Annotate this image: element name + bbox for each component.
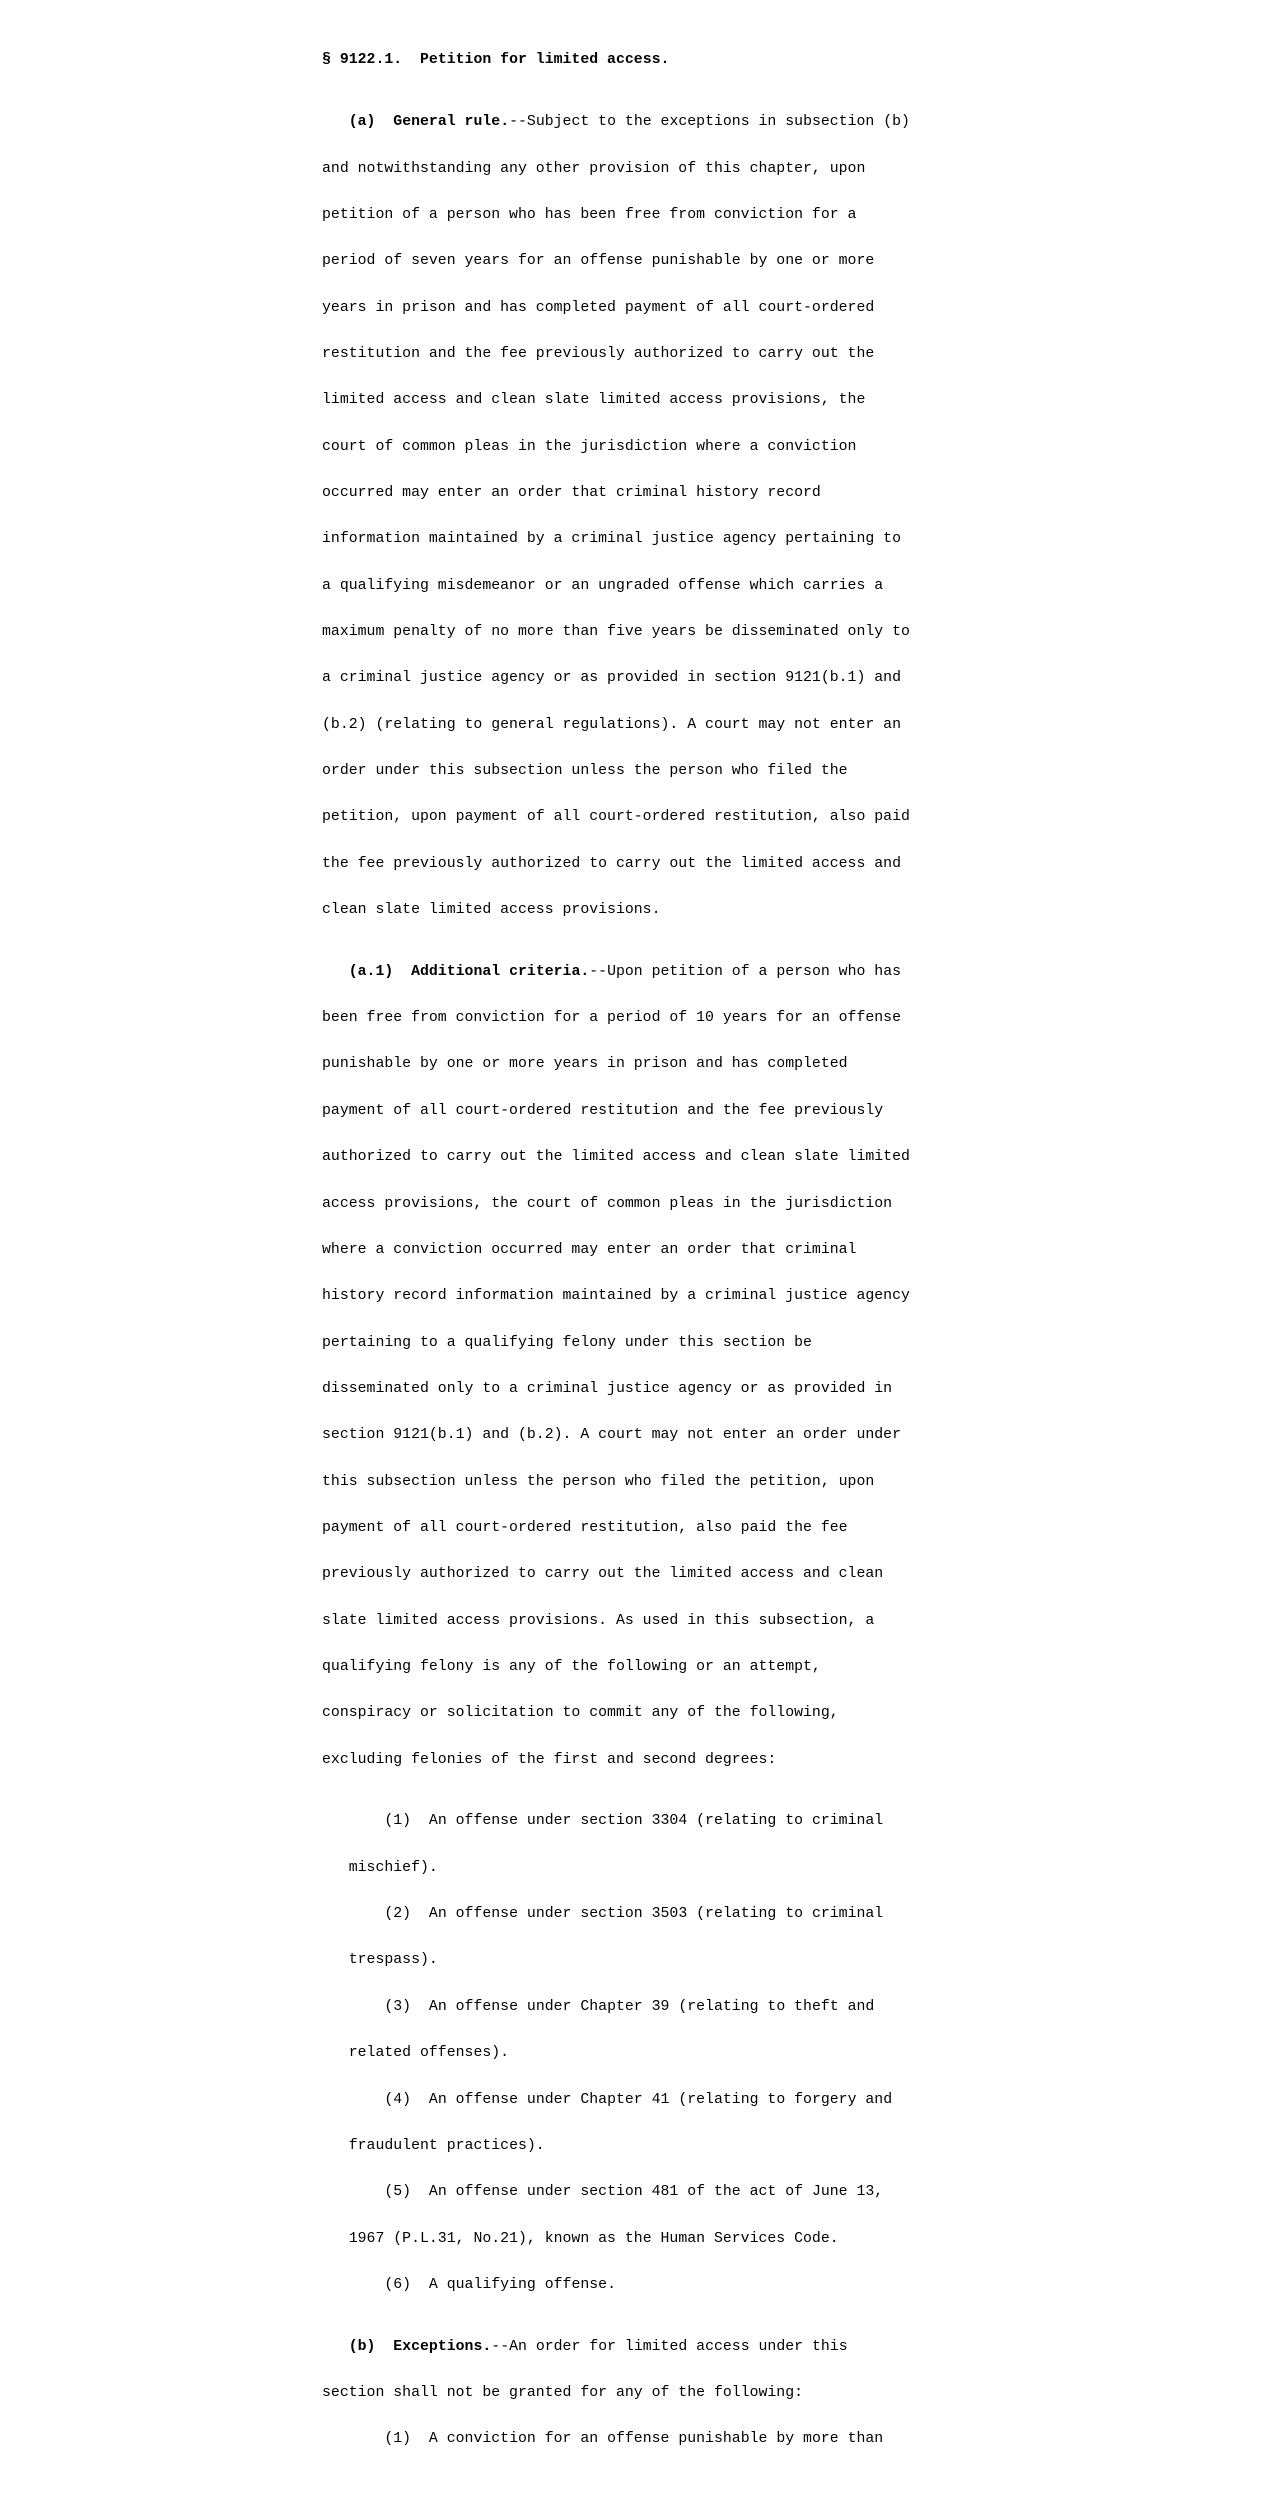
subsection-a-label: (a) — [348, 114, 376, 131]
text-line: this subsection unless the person who filed the petition, upon — [322, 1473, 875, 1490]
list-item-first-line — [322, 1907, 982, 1922]
text-line: pertaining to a qualifying felony under this section be — [322, 1334, 812, 1351]
subsection-a1-first-line — [322, 965, 982, 980]
list-item-label: (2) — [384, 1906, 412, 1923]
text-line: history record information maintained by a criminal justice agency — [322, 1288, 910, 1305]
list-item-first-line — [322, 2093, 982, 2108]
list-item-text: A qualifying offense. — [428, 2276, 616, 2293]
list-item-text: 1967 (P.L.31, No.21), known as the Human Services Code. — [348, 2230, 839, 2247]
section-title: Petition for limited access. — [420, 52, 670, 69]
subsection-b-heading: Exceptions. — [393, 2338, 492, 2355]
list-item-label: (5) — [384, 2184, 412, 2201]
text-line: court of common pleas in the jurisdiction where a conviction — [322, 438, 857, 455]
text-line: and notwithstanding any other provision of this chapter, upon — [322, 160, 866, 177]
list-item-continuation — [322, 2046, 982, 2061]
list-item-text: fraudulent practices). — [348, 2137, 545, 2154]
list-item-first-line — [322, 2278, 982, 2293]
list-item-text: mischief). — [348, 1859, 438, 1876]
text-line: qualifying felony is any of the following or an attempt, — [322, 1658, 821, 1675]
list-item-continuation — [322, 2139, 982, 2154]
subsection-a1-heading: Additional criteria. — [411, 963, 590, 980]
text-line: clean slate limited access provisions. — [322, 902, 661, 918]
text-line: section shall not be granted for any of the following: — [322, 2385, 804, 2402]
text-line: --An order for limited access under this — [491, 2338, 848, 2355]
text-line: maximum penalty of no more than five years be disseminated only to — [322, 623, 910, 640]
subsection-a-heading: General rule. — [393, 114, 510, 131]
subsection-b-label: (b) — [348, 2338, 376, 2355]
text-line: access provisions, the court of common pleas in the jurisdiction — [322, 1195, 893, 1212]
section-heading — [322, 53, 982, 68]
list-item-continuation — [322, 2232, 982, 2247]
list-item-text: An offense under section 3304 (relating to criminal — [428, 1813, 884, 1830]
list-item-label: (3) — [384, 1998, 412, 2015]
text-line: been free from conviction for a period of 10 years for an offense — [322, 1010, 902, 1027]
text-line: limited access and clean slate limited access provisions, the — [322, 392, 866, 409]
text-line: --Upon petition of a person who has — [589, 963, 902, 980]
text-line: the fee previously authorized to carry out the limited access and — [322, 855, 902, 872]
list-item-first-line — [322, 2185, 982, 2200]
list-item-label: (1) — [384, 1813, 412, 1830]
subsection-a1-label: (a.1) — [348, 963, 394, 980]
text-line: a criminal justice agency or as provided in section 9121(b.1) and — [322, 670, 902, 687]
text-line: --Subject to the exceptions in subsection (b) — [509, 114, 910, 131]
statute-text — [322, 7, 982, 2494]
list-item-text: trespass). — [348, 1952, 438, 1969]
text-line: occurred may enter an order that criminal history record — [322, 484, 821, 501]
text-line: previously authorized to carry out the limited access and clean — [322, 1566, 884, 1583]
text-line: petition, upon payment of all court-ordered restitution, also paid — [322, 809, 910, 826]
list-item-label: (6) — [384, 2276, 412, 2293]
list-item-label: (4) — [384, 2091, 412, 2108]
list-item-text: An offense under section 481 of the act of June 13, — [428, 2184, 884, 2201]
text-line: slate limited access provisions. As used in this subsection, a — [322, 1612, 875, 1629]
text-line: conspiracy or solicitation to commit any of the following, — [322, 1705, 839, 1722]
list-item-first-line — [322, 1814, 982, 1829]
list-item-text: An offense under Chapter 39 (relating to theft and — [428, 1998, 875, 2015]
text-line: years in prison and has completed payment of all court-ordered — [322, 299, 875, 316]
text-line: section 9121(b.1) and (b.2). A court may not enter an order under — [322, 1427, 902, 1444]
text-line: where a conviction occurred may enter an order that criminal — [322, 1241, 857, 1258]
text-line: period of seven years for an offense punishable by one or more — [322, 253, 875, 270]
text-line: restitution and the fee previously authorized to carry out the — [322, 345, 875, 362]
list-item-text: An offense under Chapter 41 (relating to forgery and — [428, 2091, 893, 2108]
section-number: § 9122.1. — [322, 52, 403, 69]
text-line: information maintained by a criminal justice agency pertaining to — [322, 531, 902, 548]
list-item-text: A conviction for an offense punishable by more than — [428, 2431, 884, 2448]
subsection-b-first-line — [322, 2340, 982, 2355]
text-line: punishable by one or more years in prison and has completed — [322, 1056, 848, 1073]
list-item-continuation — [322, 1861, 982, 1876]
list-item-label: (1) — [384, 2431, 412, 2448]
text-line: petition of a person who has been free from conviction for a — [322, 206, 857, 223]
text-line: a qualifying misdemeanor or an ungraded offense which carries a — [322, 577, 884, 594]
list-item-first-line — [322, 2000, 982, 2015]
list-item-text: related offenses). — [348, 2045, 510, 2062]
text-line: (b.2) (relating to general regulations). A court may not enter an — [322, 716, 902, 733]
text-line: disseminated only to a criminal justice agency or as provided in — [322, 1380, 893, 1397]
list-item-text: An offense under section 3503 (relating to criminal — [428, 1906, 884, 1923]
list-item-first-line — [322, 2432, 982, 2447]
text-line: payment of all court-ordered restitution, also paid the fee — [322, 1519, 848, 1536]
subsection-a-first-line — [322, 115, 982, 130]
text-line: authorized to carry out the limited access and clean slate limited — [322, 1149, 910, 1166]
text-line: excluding felonies of the first and second degrees: — [322, 1751, 777, 1768]
text-line: payment of all court-ordered restitution and the fee previously — [322, 1102, 884, 1119]
list-item-continuation — [322, 1953, 982, 1968]
text-line: order under this subsection unless the person who filed the — [322, 762, 848, 779]
